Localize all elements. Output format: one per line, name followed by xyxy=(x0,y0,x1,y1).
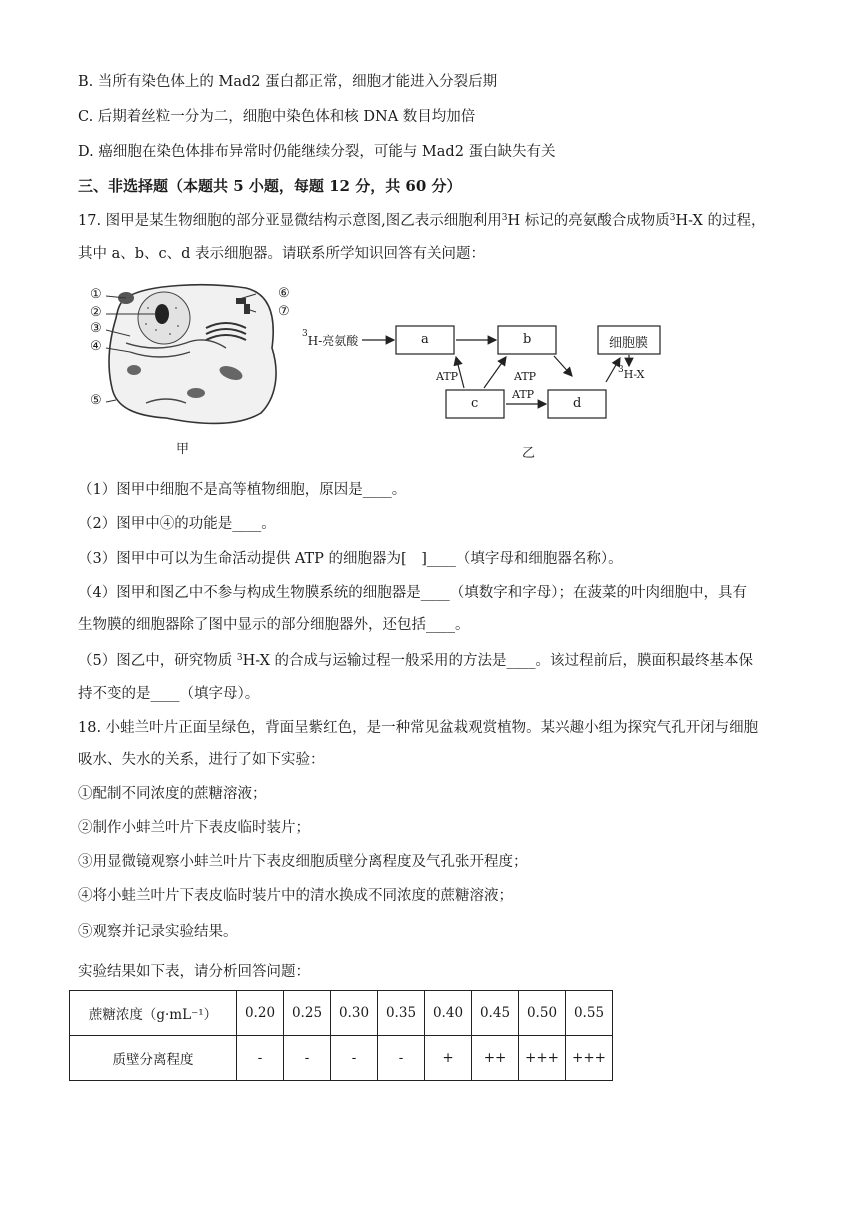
figure-jia-cell-diagram xyxy=(86,278,296,458)
q17-sub4-line2: 生物膜的细胞器除了图中显示的部分细胞器外，还包括____。 xyxy=(78,617,470,633)
table-header-plasmolysis: 质壁分离程度 xyxy=(70,1036,237,1081)
option-b: B. 当所有染色体上的 Mad2 蛋白都正常，细胞才能进入分裂后期 xyxy=(78,74,498,90)
table-cell: +++ xyxy=(566,1036,613,1081)
table-cell: 0.30 xyxy=(331,991,378,1036)
q18-step-1: ①配制不同浓度的蔗糖溶液； xyxy=(78,786,267,802)
figure-jia-caption: 甲 xyxy=(176,442,190,457)
q17-sub4-line1: （4）图甲和图乙中不参与构成生物膜系统的细胞器是____（填数字和字母）；在菠菜的叶肉细胞中，具有 xyxy=(78,585,747,601)
q17-sub1: （1）图甲中细胞不是高等植物细胞，原因是____。 xyxy=(78,482,407,498)
box-b: b xyxy=(523,332,532,347)
q17-sub5-line2: 持不变的是____（填字母）。 xyxy=(78,686,260,702)
q18-step-5: ⑤观察并记录实验结果。 xyxy=(78,924,238,940)
cell-diagram-svg xyxy=(86,278,296,458)
table-row xyxy=(70,1036,613,1081)
q17-stem-line2: 其中 a、b、c、d 表示细胞器。请联系所学知识回答有关问题： xyxy=(78,246,486,262)
q17-sub3: （3）图甲中可以为生命活动提供 ATP 的细胞器为[ ]____（填字母和细胞器名称）。 xyxy=(78,551,623,567)
box-c: c xyxy=(471,396,479,411)
figure-yi-flow-diagram xyxy=(300,320,700,460)
table-cell: +++ xyxy=(519,1036,566,1081)
cell-membrane-shape xyxy=(109,285,276,424)
result-table xyxy=(69,990,613,1081)
q18-table-intro: 实验结果如下表，请分析回答问题： xyxy=(78,964,310,980)
table-cell: - xyxy=(237,1036,284,1081)
output-hx: $^3$H-X xyxy=(618,365,645,381)
q18-step-3: ③用显微镜观察小蚌兰叶片下表皮细胞质壁分离程度及气孔张开程度； xyxy=(78,854,528,870)
box-membrane: 细胞膜 xyxy=(609,336,649,351)
label-4: ④ xyxy=(90,339,102,354)
option-c: C. 后期着丝粒一分为二，细胞中染色体和核 DNA 数目均加倍 xyxy=(78,109,476,125)
option-d: D. 癌细胞在染色体排布异常时仍能继续分裂，可能与 Mad2 蛋白缺失有关 xyxy=(78,144,556,160)
q17-stem-line1: 17. 图甲是某生物细胞的部分亚显微结构示意图,图乙表示细胞利用$^3$H 标记的亮氨酸合成物质$^3$H-X 的过程， xyxy=(78,213,766,229)
atp-label-2: ATP xyxy=(514,370,537,383)
table-cell: - xyxy=(378,1036,425,1081)
atp-label-1: ATP xyxy=(436,370,459,383)
label-5: ⑤ xyxy=(90,393,102,408)
table-cell: 0.55 xyxy=(566,991,613,1036)
label-6: ⑥ xyxy=(278,286,290,301)
table-cell: + xyxy=(425,1036,472,1081)
label-2: ② xyxy=(90,305,102,320)
q18-step-2: ②制作小蚌兰叶片下表皮临时装片； xyxy=(78,820,310,836)
q18-step-4: ④将小蛙兰叶片下表皮临时装片中的清水换成不同浓度的蔗糖溶液； xyxy=(78,888,513,904)
section-title: 三、非选择题（本题共 5 小题，每题 12 分，共 60 分） xyxy=(78,177,462,195)
label-3: ③ xyxy=(90,321,102,336)
q18-stem-line1: 18. 小蛙兰叶片正面呈绿色，背面呈紫红色，是一种常见盆栽观赏植物。某兴趣小组为探究气孔开闭与细胞 xyxy=(78,720,759,736)
nucleolus-shape xyxy=(155,304,169,324)
table-cell: ++ xyxy=(472,1036,519,1081)
table-cell: - xyxy=(284,1036,331,1081)
box-a: a xyxy=(421,332,429,347)
label-1: ① xyxy=(90,287,102,302)
table-row xyxy=(70,991,613,1036)
label-7: ⑦ xyxy=(278,304,290,319)
table-cell: 0.50 xyxy=(519,991,566,1036)
box-d: d xyxy=(573,396,582,411)
table-header-concentration: 蔗糖浓度（g·mL⁻¹） xyxy=(70,991,237,1036)
table-cell: 0.25 xyxy=(284,991,331,1036)
q17-sub2: （2）图甲中④的功能是____。 xyxy=(78,516,276,532)
q18-stem-line2: 吸水、失水的关系，进行了如下实验： xyxy=(78,752,325,768)
atp-label-3: ATP xyxy=(512,388,535,401)
table-cell: 0.45 xyxy=(472,991,519,1036)
table-cell: 0.40 xyxy=(425,991,472,1036)
table-cell: 0.20 xyxy=(237,991,284,1036)
table-cell: - xyxy=(331,1036,378,1081)
figure-yi-caption: 乙 xyxy=(522,446,536,461)
q17-sub5-line1: （5）图乙中，研究物质 $^3$H-X 的合成与运输过程一般采用的方法是____。该过程前后，膜面积最终基本保 xyxy=(78,653,754,669)
input-leucine: $^3$H-亮氨酸 xyxy=(302,329,359,348)
table-cell: 0.35 xyxy=(378,991,425,1036)
